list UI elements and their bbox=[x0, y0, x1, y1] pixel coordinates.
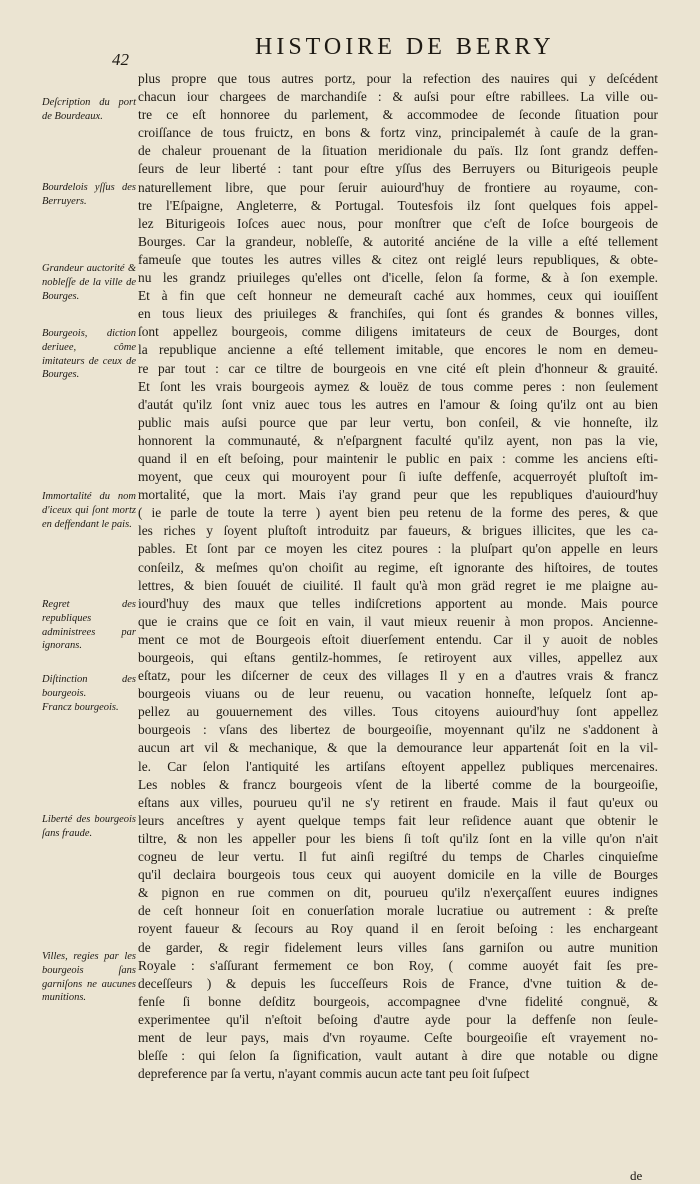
text-line: Et à fin que ceſt honneur ne demeuraſt caché aux hommes, ceux qui iouiſſent bbox=[138, 288, 658, 304]
catchword: de bbox=[630, 1168, 643, 1183]
text-line: ( ie parle de toute la terre ) ayent bien peu retenu de la forme des peres, & que bbox=[138, 505, 658, 521]
text-line: aucun art vil & mechanique, & que la demourance leur appartenát ſoit en la vil- bbox=[138, 740, 658, 756]
text-line: nu les grandz priuileges qu'elles ont d'icelle, ſelon ſa forme, & à ſon exemple. bbox=[138, 270, 658, 286]
margin-note: Deſcription du port de Bourdeaux. bbox=[42, 97, 136, 122]
text-line: cogneu de leur vertu. Il fut ainſi regiſtré du temps de Charles cinquieſme bbox=[138, 849, 658, 865]
text-line: plus propre que tous autres portz, pour la refection des nauires qui y deſcédent bbox=[138, 71, 658, 86]
margin-note: Villes, regies par les bourgeois ſans garniſons ne aucunes munitions. bbox=[42, 951, 136, 1004]
text-line: pellez au gouuernement des villes. Tous citoyens auiourd'huy ſont appellez bbox=[138, 704, 658, 720]
text-line: bourgeois viuans ou de leur reuenu, ou vacation honneſte, leſquelz ſont ap- bbox=[138, 686, 658, 702]
text-line: mortalité, que la mort. Mais i'ay grand peur que les republiques d'auiourd'huy bbox=[138, 487, 658, 503]
text-line: d'autát qu'ilz ſont vniz auec tous les autres en l'amour & ſoing qu'ilz ont au bien bbox=[138, 396, 658, 412]
text-line: lez Biturigeois Ioſces auec nous, pour monſtrer que c'eſt de Ioſce bourgeois de bbox=[138, 215, 658, 231]
margin-note: Liberté des bourgeois ſans fraude. bbox=[42, 814, 136, 839]
page-number: 42 bbox=[112, 50, 129, 69]
text-line: croiſſance de tous fruictz, en bons & fortz vinz, principalemét à cauſe de la gran- bbox=[138, 125, 658, 141]
text-line: royent faueur & ſecours au Roy quand il en ſeroit beſoing : les enchargeant bbox=[138, 921, 658, 937]
text-line: Bourges. Car la grandeur, nobleſſe, & autorité anciéne de la ville a eſté tellement bbox=[138, 233, 658, 249]
text-line: la republique ancienne a eſté tellement imitable, que encores le nom en demeu- bbox=[138, 342, 658, 358]
text-line: de ceſt honneur ſoit en conuerſation morale lucratiue ou autrement : & preſte bbox=[138, 903, 658, 919]
text-line: pables. Et ſont par ce moyen les citez poures : la pluſpart qu'on appelle en leurs bbox=[138, 541, 658, 557]
text-line: fenſe ſi bonne deſditz bourgeois, accompagnee d'vne fidelité congnuë, & bbox=[138, 993, 658, 1009]
text-line: lettres, & bien ſouuét de ciuilité. Il fault qu'à mon gräd regret ie me plaigne au- bbox=[138, 577, 658, 593]
text-line: depreference par ſa vertu, n'ayant commis aucun acte tant peu ſoit ſuſpect bbox=[138, 1066, 530, 1082]
margin-note: Grandeur auctorité & nobleſſe de la ville de Bourges. bbox=[42, 263, 136, 302]
text-line: leurs anceſtres y ayent quelque temps fait leur reſidence auant que obtenir le bbox=[138, 812, 658, 828]
text-line: deceſſeurs ) & depuis les ſucceſſeurs Rois de France, d'vne tuition & de- bbox=[138, 975, 658, 991]
text-line: experimentee qu'il n'eſtoit beſoing d'autre ayde pour la deffenſe non ſeule- bbox=[138, 1011, 658, 1027]
text-line: ment ce mot de Bourgeois eſtoit diuerſement entendu. Car il y auoit de nobles bbox=[138, 631, 658, 647]
text-line: qu'il declaira bourgeois tous ceux qui auoyent domicile en la ville de Bourges bbox=[138, 867, 658, 883]
text-line: bleſſe : qui ſelon ſa ſignification, vault autant à dire que notable ou digne bbox=[138, 1048, 658, 1064]
text-line: moyent, que ceux qui mouroyent pour ſi iuſte deffenſe, acquerroyét pluſtoſt im- bbox=[138, 469, 658, 485]
text-line: honnorent la communauté, & n'eſpargnent faculté qu'ilz ayent, non pas la vie, bbox=[138, 432, 658, 448]
text-line: tre l'Eſpaigne, Angleterre, & Portugal. Toutesfois ilz ſont quelques fois appel- bbox=[138, 197, 658, 213]
text-line: de chaleur prouenant de la ſituation meridionale du païs. Ilz ſont grandz deffen- bbox=[138, 143, 658, 159]
text-line: Royale : s'aſſurant fermement ce bon Roy, ( comme auoyét fait ſes pre- bbox=[138, 957, 658, 973]
text-line: quand il en eſt beſoing, pour maintenir le public en paix : comme les anciens eſti- bbox=[138, 450, 658, 466]
margin-note: Bourgeois, diction deriuee, côme imitateurs de ceux de Bourges. bbox=[42, 328, 136, 381]
text-line: naturellement libre, que pour ſeruir auiourd'huy de frontiere au royaume, con- bbox=[138, 179, 658, 195]
text-line: re par tout : car ce tiltre de bourgeois en vne cité eſt plein d'honneur & grauité. bbox=[138, 360, 658, 376]
text-line: en tous lieux des priuileges & franchiſes, qui ſont és grandes & bonnes villes, bbox=[138, 306, 658, 322]
text-line: eſtans aux villes, pourueu qu'il ne s'y retirent en fraude. Mais il faut qu'eux ou bbox=[138, 794, 658, 810]
text-line: ment de leur pays, mais d'vn royaume. Ceſte bourgeoiſie eſt vrayement no- bbox=[138, 1029, 658, 1045]
text-line: conſeilz, & meſmes qu'on choiſit au regime, eſt ignorante des hiſtoires, de toutes bbox=[138, 559, 658, 575]
body-text bbox=[138, 70, 658, 1083]
text-line: bourgeois, qui eſtans gentilz-hommes, ſe retiroyent aux villes, appellez aux bbox=[138, 650, 658, 665]
text-line: iourd'huy des maux que telles indiſcretions apportent au monde. Mais pource bbox=[138, 595, 658, 611]
text-line: chacun iour chargees de marchandiſe : & auſsi pour eſtre rabillees. La ville ou- bbox=[138, 89, 658, 105]
margin-note: Immortalité du nom d'iceux qui ſont mortz en deffendant le pais. bbox=[42, 491, 136, 530]
text-line: & pignon en rue commen on dit, pourueu qu'ilz n'exerçaſſent euures indignes bbox=[138, 885, 658, 901]
text-line: ſont appellez bourgeois, comme diligens imitateurs de ceux de Bourges, dont bbox=[138, 324, 658, 340]
margin-note: Regret des republiques administrees par ignorans. bbox=[42, 599, 136, 652]
text-line: les riches y ſoyent pluſtoſt introduitz par faueurs, & brigues illicites, que les ca- bbox=[138, 523, 658, 539]
text-line: tiltre, & non les appeller pour les biens ſi toſt qu'ilz ſont en la ville qu'on n'ait bbox=[138, 830, 658, 846]
text-line: bourgeois : vſans des libertez de bourgeoiſie, moyennant qu'ilz ne s'addonent à bbox=[138, 722, 658, 738]
text-line: Et ſont les vrais bourgeois aymez & louëz de tous comme peres : non ſeulement bbox=[138, 378, 658, 394]
text-line: le. Car ſelon l'antiquité les artiſans eſtoyent appellez publiques mercenaires. bbox=[138, 758, 658, 774]
text-line: que ie crains que ce ſoit en vain, il vaut mieux reuenir à mon propos. Ancienne- bbox=[138, 613, 658, 629]
running-title: HISTOIRE DE BERRY bbox=[255, 34, 555, 60]
text-line: tre ce eſt honnoree du parlement, & accommodee de ſeconde ſituation pour bbox=[138, 107, 658, 123]
text-line: public mais auſsi pource que par leur vertu, bon conſeil, & vie honneſte, ilz bbox=[138, 414, 658, 430]
text-line: de garder, & regir fidelement leurs villes ſans garniſon ou autre munition bbox=[138, 939, 658, 955]
text-line: Les nobles & francz bourgeois vſent de la liberté comme de la bourgeoiſie, bbox=[138, 776, 658, 792]
text-line: eſtatz, pour les diſcerner de ceux des villages Il y en a d'autres vrais & francz bbox=[138, 668, 658, 684]
margin-note: Bourdelois yſſus des Berruyers. bbox=[42, 182, 136, 207]
text-line: fameuſe que toutes les autres villes & citez ont reiglé leurs republiques, & obte- bbox=[138, 251, 658, 267]
margin-note: Francz bourgeois. bbox=[42, 702, 119, 713]
page-header bbox=[40, 34, 680, 70]
margin-note: Diſtinction des bourgeois. bbox=[42, 674, 136, 699]
text-line: ſeurs de leur liberté : tant pour eſtre yſſus des Berruyers ou Biturigeois peuple bbox=[138, 161, 658, 177]
